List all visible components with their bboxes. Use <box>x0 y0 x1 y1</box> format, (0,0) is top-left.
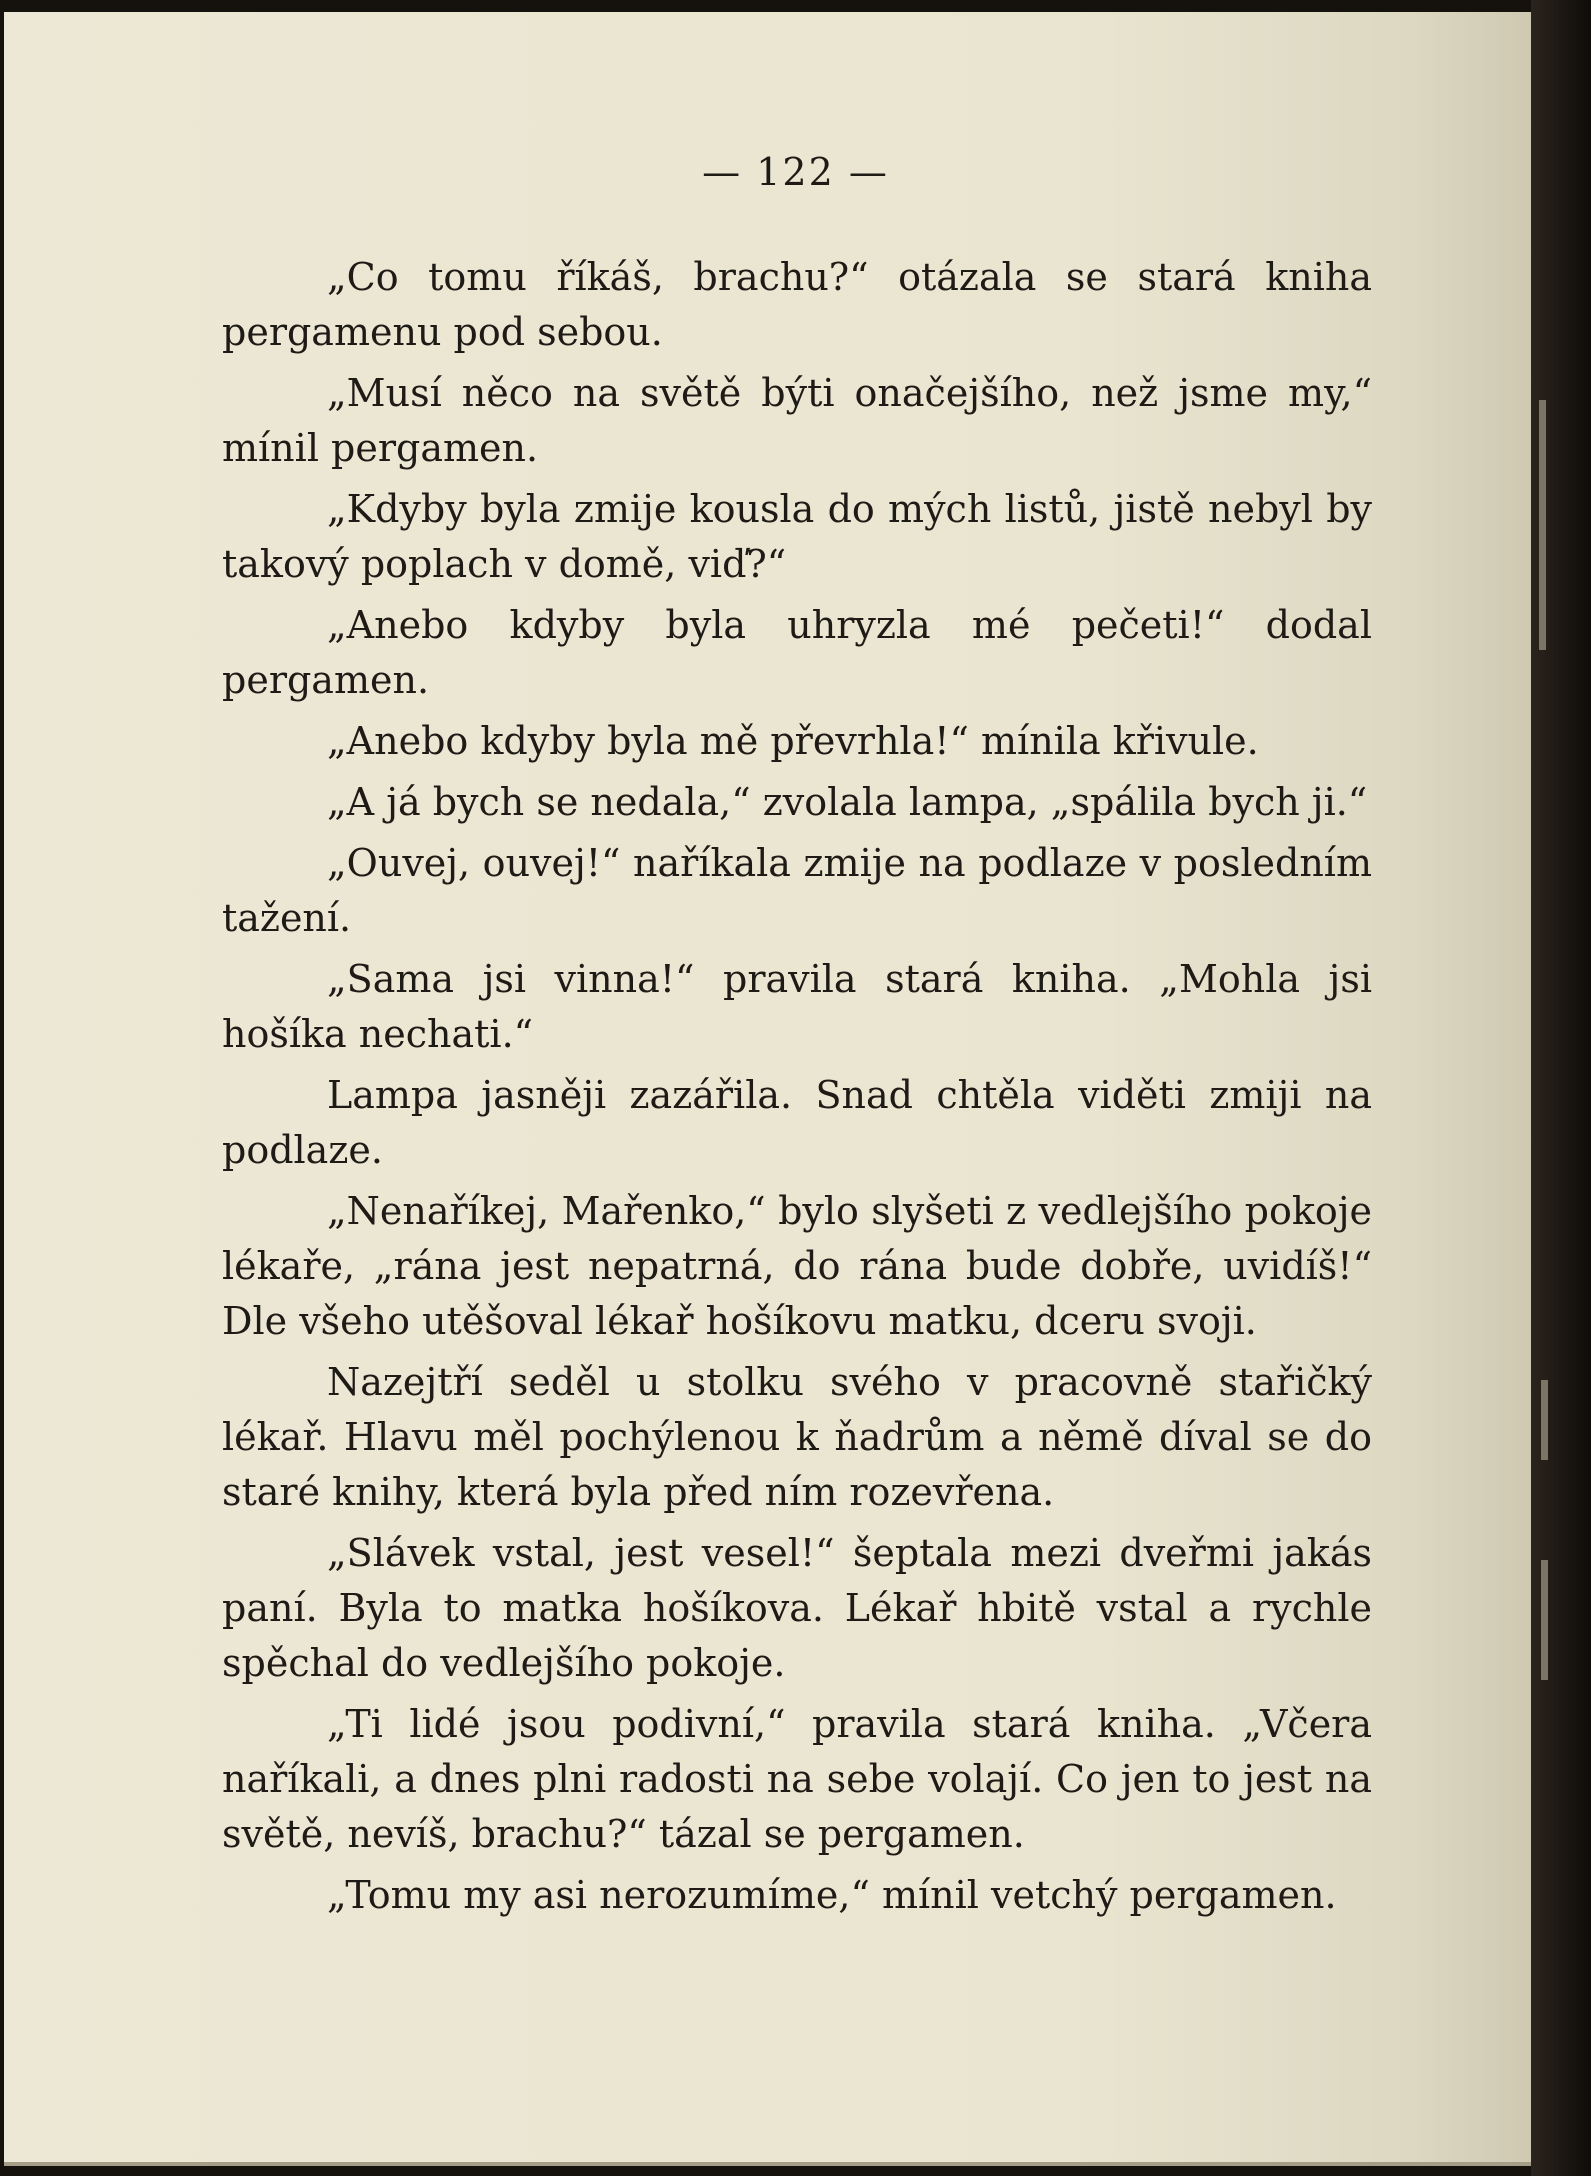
page-number: — 122 — <box>702 150 889 194</box>
paragraph: „Ti lidé jsou podivní,“ pravila stará kniha. „Včera naříkali, a dnes plni radosti na sebe volají. Co jen to jest na světě, nevíš, brachu?“ tázal se pergamen. <box>222 1702 1372 1856</box>
paragraph: „Kdyby byla zmije kousla do mých listů, jistě nebyl by takový poplach v domě, viď?“ <box>222 487 1372 586</box>
paragraph: „Tomu my asi nerozumíme,“ mínil vetchý pergamen. <box>327 1873 1337 1917</box>
paragraph: „Nenaříkej, Mařenko,“ bylo slyšeti z vedlejšího pokoje lékaře, „rána jest nepatrná, do rána bude dobře, uvidíš!“ Dle všeho utěšoval lékař hošíkovu matku, dceru svoji. <box>222 1189 1372 1343</box>
paragraph: „A já bych se nedala,“ zvolala lampa, „spálila bych ji.“ <box>327 780 1368 824</box>
spine-edge-mark <box>1539 400 1546 650</box>
paragraph: Nazejtří seděl u stolku svého v pracovně stařičký lékař. Hlavu měl pochýlenou k ňadrům a němě díval se do staré knihy, která byla před ním rozevřena. <box>222 1360 1372 1514</box>
paragraph: „Musí něco na světě býti onačejšího, než jsme my,“ mínil pergamen. <box>222 371 1372 470</box>
paragraph: „Slávek vstal, jest vesel!“ šeptala mezi dveřmi jakás paní. Byla to matka hošíkova. Lékař hbitě vstal a rychle spěchal do vedlejšího pokoje. <box>222 1531 1372 1685</box>
book-spine-edge <box>1531 0 1591 2176</box>
paragraph: Lampa jasněji zazářila. Snad chtěla viděti zmiji na podlaze. <box>222 1073 1372 1172</box>
page-body-text <box>222 250 1372 1923</box>
paragraph: „Anebo kdyby byla mě převrhla!“ mínila křivule. <box>327 719 1259 763</box>
paragraph: „Co tomu říkáš, brachu?“ otázala se stará kniha pergamenu pod sebou. <box>222 255 1372 354</box>
spine-edge-mark <box>1541 1380 1548 1460</box>
paragraph: „Ouvej, ouvej!“ naříkala zmije na podlaze v posledním tažení. <box>222 841 1372 940</box>
paragraph: „Sama jsi vinna!“ pravila stará kniha. „Mohla jsi hošíka nechati.“ <box>222 957 1372 1056</box>
paragraph: „Anebo kdyby byla uhryzla mé pečeti!“ dodal pergamen. <box>222 603 1372 702</box>
spine-edge-mark <box>1541 1560 1548 1680</box>
